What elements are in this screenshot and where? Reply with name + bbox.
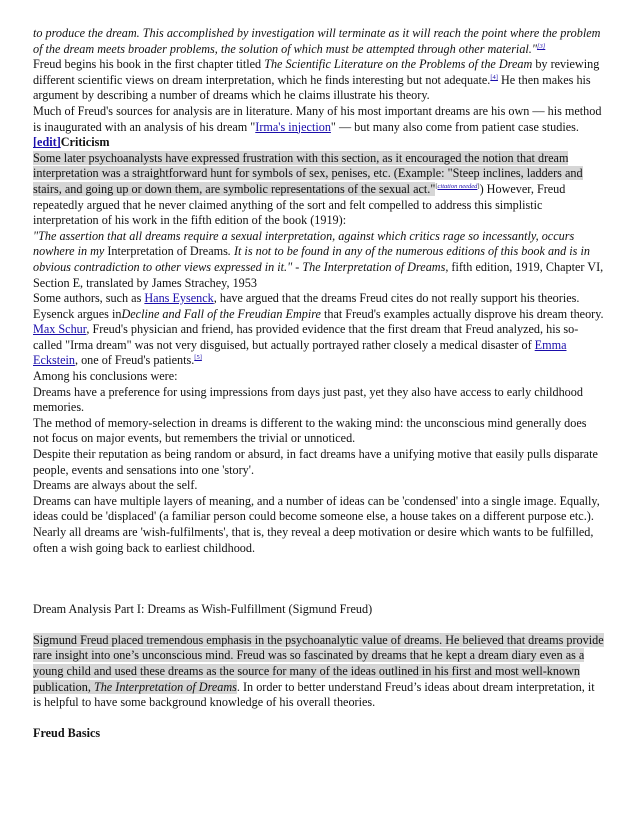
paragraph-sources: [33, 104, 605, 135]
criticism-heading-text: Criticism: [60, 135, 110, 150]
conclusion-line: Despite their reputation as being random or absurd, in fact dreams have a unifying motive that easily pulls disparate people, events and sensations into one 'story'.: [33, 447, 598, 477]
text-span: Much of Freud's sources for analysis are in literature. Many of his most important dreams are his own — his method is inaugurated with an analysis of his dream ": [33, 103, 602, 134]
text-span: by reviewing different scientific views on dream interpretation, which he finds interesting but not adequate.: [33, 57, 600, 87]
edit-section-link[interactable]: [edit]: [33, 135, 61, 150]
conclusion-line: Dreams can have multiple layers of meaning, and a number of ideas can be 'condensed' into a single image. Equally, ideas could be 'displaced' (a familiar person could become someone else, a house takes on a different purpose etc.).: [33, 493, 600, 524]
emma-eckstein-link[interactable]: Emma Eckstein: [33, 337, 567, 368]
text-span: Some authors, such as: [33, 291, 145, 306]
part-title: Dream Analysis Part I: Dreams as Wish-Fulfillment (Sigmund Freud): [33, 602, 373, 617]
spacer: [33, 556, 605, 602]
paragraph-intro-quote-end: [33, 26, 605, 57]
conclusion-line: Dreams are always about the self.: [33, 478, 198, 493]
quote-text: . It is not to be found in any of the numerous editions of this book and is in obvious contradiction to other views expressed in it." - The Interpretation of Dreams: [33, 244, 590, 274]
paragraph-decline-and-fall: [33, 307, 605, 369]
text-span: He then makes his argument by describing a number of dreams which he claims illustrate his theory.: [33, 72, 591, 103]
text-span: Eysenck argues in: [33, 306, 122, 321]
highlighted-text: Sigmund Freud placed tremendous emphasis in the psychoanalytic value of dreams. He believed that dreams provide rare insight into one’s unconscious mind. Freud was so fascinated by dreams that he kept a dream diary even as a young child and used these dreams as the source for many of the ideas outlined in his first and most well-known publication,: [33, 632, 604, 694]
spacer: [33, 711, 605, 726]
text-span: , have argued that the dreams Freud cites do not really support his theories.: [213, 291, 580, 306]
citation-needed-link[interactable]: citation needed: [437, 182, 478, 190]
text-span: . In order to better understand Freud’s ideas about dream interpretation, it is helpful to have some background knowledge of his overall theories.: [33, 679, 595, 710]
paragraph-freud-quote: [33, 229, 605, 291]
paragraph-first-chapter: [33, 57, 605, 104]
text-span: that Freud's examples actually disprove his dream theory.: [320, 306, 604, 321]
text-span: , Freud's physician and friend, has provided evidence that the first dream that Freud analyzed, his so-called "Irma dream" was not very disguised, but actually portrayed rather closely a medical disaster of: [33, 322, 579, 352]
paragraph-eysenck: [33, 291, 605, 307]
conclusion-line: Dreams have a preference for using impressions from days just past, yet they also have access to early childhood memories.: [33, 384, 583, 415]
quote-text: to produce the dream. This accomplished by investigation will terminate as it will reach the point where the problem of the dream meets broader problems, the solution of which must be attempted through other material.": [33, 26, 601, 56]
book-title: The Interpretation of Dreams: [93, 679, 237, 694]
conclusion-line: Among his conclusions were:: [33, 369, 178, 384]
paragraph-criticism: [33, 151, 605, 229]
book-title: Interpretation of Dreams: [107, 244, 228, 259]
quote-citation: , fifth edition, 1919, Chapter VI, Section E, translated by James Strachey, 1953: [33, 259, 604, 290]
conclusion-line: The method of memory-selection in dreams is different to the waking mind: the unconscious mind generally does not focus on major events, but remembers the trivial or unnoticed.: [33, 415, 587, 446]
text-span: ) However, Freud repeatedly argued that he never claimed anything of the sort and felt compelled to address this simplistic interpretation of his work in the fifth edition of the book (1919):: [33, 181, 566, 228]
text-span: Freud begins his book in the first chapter titled: [33, 57, 265, 72]
citation-bracket-close: ]: [477, 182, 480, 190]
criticism-heading: [33, 135, 605, 151]
spacer: [33, 618, 605, 633]
book-title: Decline and Fall of the Freudian Empire: [121, 306, 321, 321]
text-span: " — but many also come from patient case studies.: [330, 119, 579, 134]
reference-link-4[interactable]: [4]: [490, 73, 498, 81]
paragraph-wish-fulfillment: [33, 633, 605, 711]
hans-eysenck-link[interactable]: Hans Eysenck: [144, 291, 214, 306]
citation-bracket-open: [: [435, 182, 438, 190]
reference-link-5[interactable]: [5]: [194, 354, 202, 362]
conclusion-line: Nearly all dreams are 'wish-fulfilments', that is, they reveal a deep motivation or desire which wants to be fulfilled, often a wish going back to earliest childhood.: [33, 525, 594, 555]
irmas-injection-link[interactable]: Irma's injection: [255, 119, 331, 134]
quote-text: "The assertion that all dreams require a sexual interpretation, against which critics rage so incessantly, occurs nowhere in my: [33, 228, 575, 259]
reference-link-3[interactable]: [3]: [536, 42, 546, 50]
highlighted-text: Some later psychoanalysts have expressed frustration with this section, as it encouraged the notion that dream interpretation was a straightforward hunt for symbols of sex, penises, etc. (Example: "Steep inclines, ladders and stairs, and going up or down them, are symbolic representations of the sexual act.": [33, 150, 583, 196]
article-body: [33, 26, 605, 741]
freud-basics-heading: Freud Basics: [33, 725, 101, 740]
text-span: , one of Freud's patients.: [74, 353, 195, 368]
max-schur-link[interactable]: Max Schur: [33, 322, 87, 337]
book-chapter-title: The Scientific Literature on the Problems of the Dream: [264, 57, 533, 72]
